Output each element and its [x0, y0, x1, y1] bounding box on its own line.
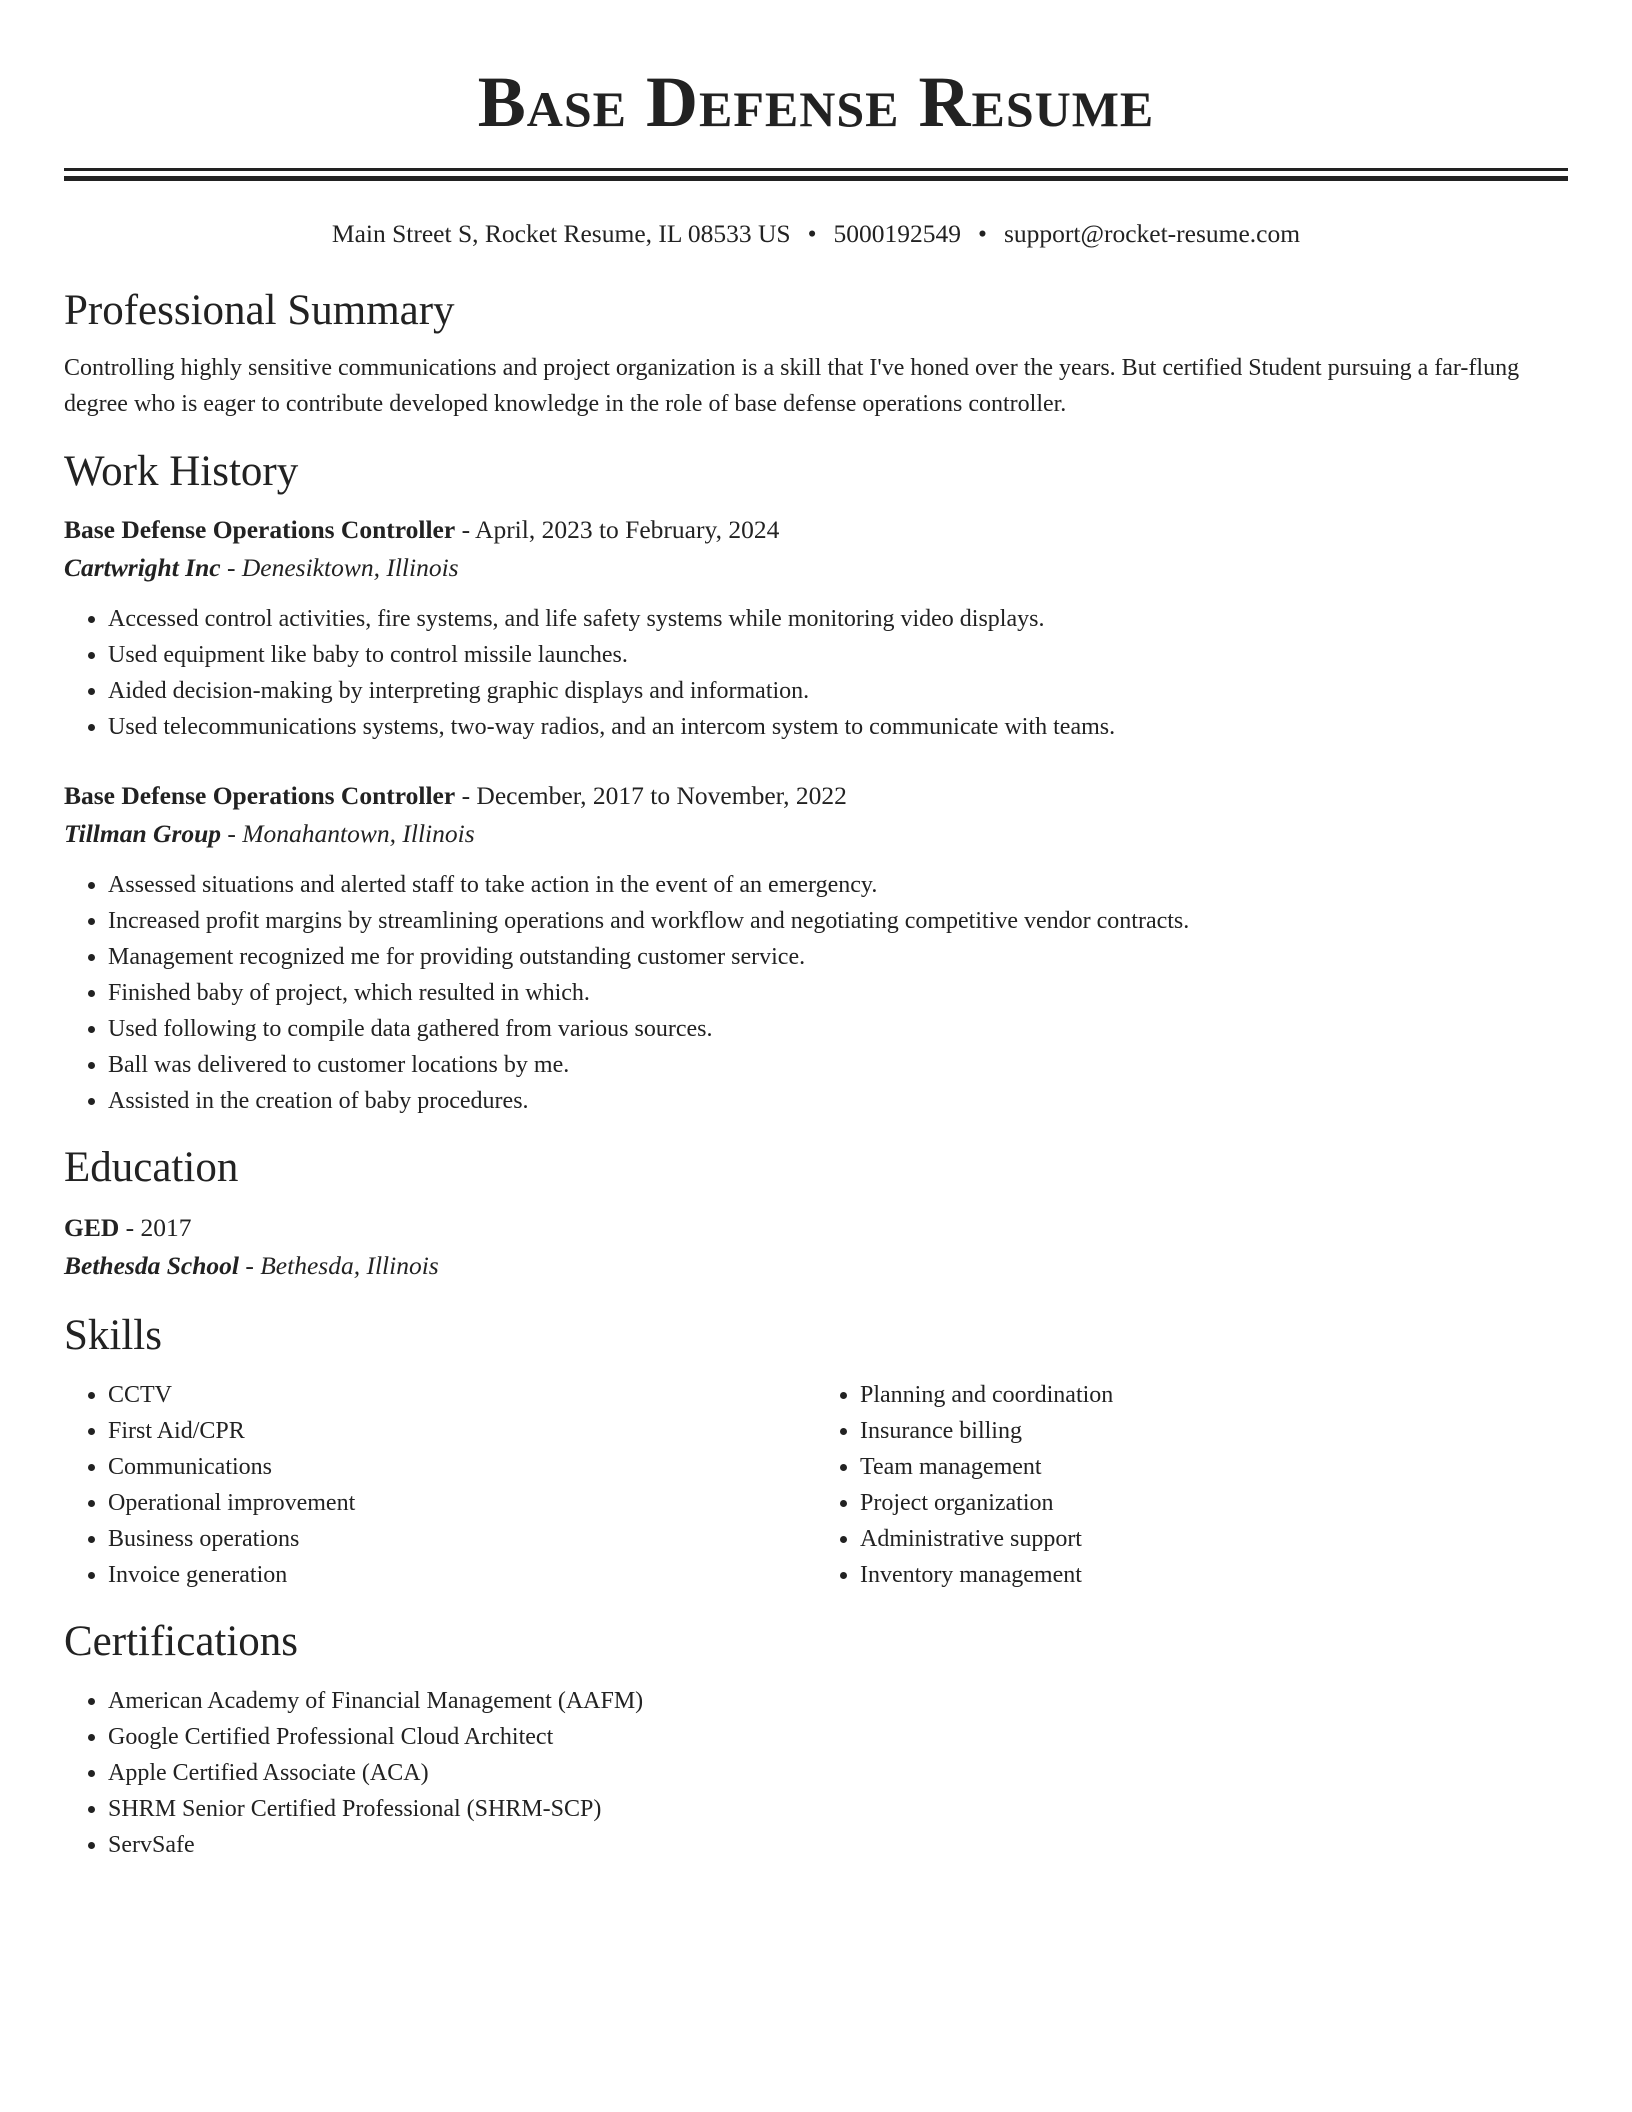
skill-item: • CCTV	[108, 1377, 816, 1413]
job-entry	[64, 777, 1568, 1119]
degree: GED	[64, 1213, 120, 1242]
skills-section	[64, 1309, 1568, 1593]
contact-separator: •	[978, 219, 987, 248]
skill-item: • Insurance billing	[860, 1413, 1568, 1449]
skill-item: • Team management	[860, 1449, 1568, 1485]
list-item: • Finished baby of project, which resulted in which.	[108, 975, 1568, 1011]
skills-column-right	[816, 1377, 1568, 1593]
job-dates: - April, 2023 to February, 2024	[455, 515, 780, 544]
section-heading-summary: Professional Summary	[64, 287, 455, 334]
section-heading-certifications: Certifications	[64, 1618, 299, 1665]
title-divider-thick	[64, 176, 1568, 181]
skill-item: • Inventory management	[860, 1557, 1568, 1593]
contact-phone: 5000192549	[833, 219, 962, 248]
contact-address: Main Street S, Rocket Resume, IL 08533 US	[331, 219, 791, 248]
company-line	[64, 549, 1568, 587]
job-title: Base Defense Operations Controller	[64, 515, 456, 544]
list-item: • Aided decision-making by interpreting graphic displays and information.	[108, 673, 1568, 709]
certifications-list	[64, 1683, 1568, 1863]
degree-line	[64, 1209, 1568, 1247]
skill-item: • Administrative support	[860, 1521, 1568, 1557]
job-bullets	[64, 867, 1568, 1119]
company-location: - Monahantown, Illinois	[221, 819, 475, 848]
certification-item: • ServSafe	[108, 1827, 1568, 1863]
certification-item: • Apple Certified Associate (ACA)	[108, 1755, 1568, 1791]
skills-column-left	[64, 1377, 816, 1593]
skill-item: • First Aid/CPR	[108, 1413, 816, 1449]
contact-line	[64, 217, 1568, 251]
section-heading-skills: Skills	[64, 1312, 162, 1359]
skill-item: • Project organization	[860, 1485, 1568, 1521]
list-item: • Assessed situations and alerted staff to take action in the event of an emergency.	[108, 867, 1568, 903]
list-item: • Ball was delivered to customer locations by me.	[108, 1047, 1568, 1083]
work-history-section	[64, 445, 1568, 1119]
list-item: • Increased profit margins by streamlining operations and workflow and negotiating competitive vendor contracts.	[108, 903, 1568, 939]
company-line	[64, 815, 1568, 853]
contact-email: support@rocket-resume.com	[1003, 219, 1301, 248]
company-name: Tillman Group	[64, 819, 222, 848]
summary-section	[64, 284, 1568, 422]
skill-item: • Planning and coordination	[860, 1377, 1568, 1413]
school-location: - Bethesda, Illinois	[238, 1251, 439, 1280]
school-line	[64, 1247, 1568, 1285]
title-divider-thin	[64, 168, 1568, 171]
certification-item: • American Academy of Financial Management (AAFM)	[108, 1683, 1568, 1719]
job-bullets	[64, 601, 1568, 745]
summary-text: Controlling highly sensitive communications and project organization is a skill that I've honed over the years. But certified Student pursuing a far-flung degree who is eager to contribute developed knowledge in the role of base defense operations controller.	[64, 355, 1520, 417]
job-entry	[64, 511, 1568, 745]
certification-item: • Google Certified Professional Cloud Architect	[108, 1719, 1568, 1755]
skill-item: • Business operations	[108, 1521, 816, 1557]
job-title-line	[64, 511, 1568, 549]
company-name: Cartwright Inc	[64, 553, 221, 582]
resume-page	[64, 0, 1568, 1863]
education-section	[64, 1141, 1568, 1285]
section-heading-work-history: Work History	[64, 448, 299, 495]
skill-item: • Invoice generation	[108, 1557, 816, 1593]
contact-separator: •	[807, 219, 817, 248]
company-location: - Denesiktown, Illinois	[220, 553, 459, 582]
list-item: • Assisted in the creation of baby procedures.	[108, 1083, 1568, 1119]
list-item: • Used equipment like baby to control missile launches.	[108, 637, 1568, 673]
certification-item: • SHRM Senior Certified Professional (SHRM-SCP)	[108, 1791, 1568, 1827]
resume-title: Base Defense Resume	[477, 62, 1155, 142]
skill-item: • Operational improvement	[108, 1485, 816, 1521]
skill-item: • Communications	[108, 1449, 816, 1485]
list-item: • Used following to compile data gathered from various sources.	[108, 1011, 1568, 1047]
list-item: • Management recognized me for providing outstanding customer service.	[108, 939, 1568, 975]
school-name: Bethesda School	[64, 1251, 239, 1280]
job-title-line	[64, 777, 1568, 815]
skills-grid	[64, 1377, 1568, 1593]
job-dates: - December, 2017 to November, 2022	[455, 781, 847, 810]
list-item: • Used telecommunications systems, two-way radios, and an intercom system to communicate with teams.	[108, 709, 1568, 745]
section-heading-education: Education	[64, 1144, 239, 1191]
certifications-section	[64, 1615, 1568, 1863]
job-title: Base Defense Operations Controller	[64, 781, 456, 810]
degree-year: - 2017	[119, 1213, 192, 1242]
list-item: • Accessed control activities, fire systems, and life safety systems while monitoring video displays.	[108, 601, 1568, 637]
